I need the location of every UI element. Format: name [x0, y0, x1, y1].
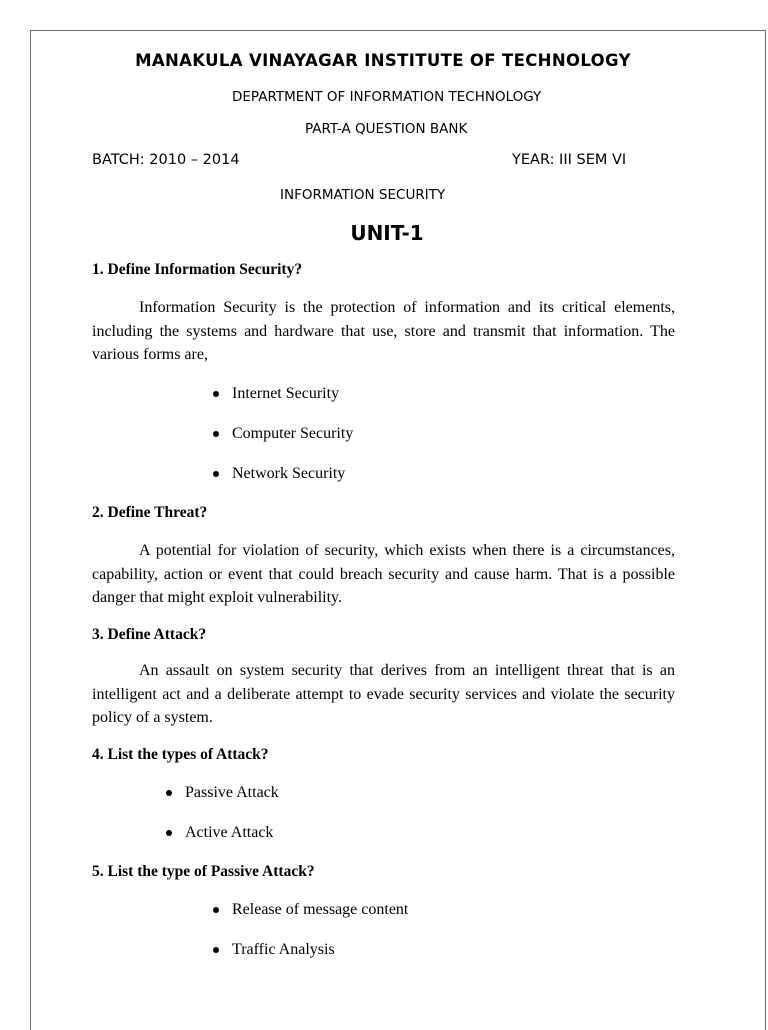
question-5-title: 5. List the type of Passive Attack?	[92, 863, 315, 880]
bullet-marker	[213, 947, 219, 953]
question-1-title: 1. Define Information Security?	[92, 261, 303, 278]
question-4-bullet-1: Passive Attack	[185, 784, 279, 801]
bullet-marker	[213, 471, 219, 477]
question-bank-title: PART-A QUESTION BANK	[305, 121, 468, 137]
question-1-answer: Information Security is the protection of information and its critical elements, including the systems and hardware that use, store and transmit that information. The various forms are,	[92, 299, 675, 363]
bullet-marker	[213, 391, 219, 397]
question-5-bullet-1: Release of message content	[232, 901, 409, 918]
question-4-title: 4. List the types of Attack?	[92, 746, 269, 763]
unit-heading: UNIT-1	[350, 221, 424, 245]
bullet-marker	[213, 431, 219, 437]
question-3-answer: An assault on system security that derives from an intelligent threat that is an intelligent act and a deliberate attempt to evade security services and violate the security policy of a system.	[92, 662, 675, 726]
bullet-marker	[166, 830, 172, 836]
bullet-marker	[213, 907, 219, 913]
question-2-answer: A potential for violation of security, which exists when there is a circumstances, capability, action or event that could breach security and cause harm. That is a possible danger that might exploit vulnerability.	[92, 542, 675, 606]
question-4-bullet-2: Active Attack	[185, 824, 274, 841]
bullet-marker	[166, 790, 172, 796]
subject-title: INFORMATION SECURITY	[280, 187, 446, 203]
question-3-title: 3. Define Attack?	[92, 626, 207, 643]
question-5-bullet-2: Traffic Analysis	[232, 941, 335, 958]
question-1-bullet-3: Network Security	[232, 465, 346, 482]
question-1-bullet-2: Computer Security	[232, 425, 354, 442]
question-1-bullet-1: Internet Security	[232, 385, 340, 402]
year-label: YEAR: III SEM VI	[512, 152, 627, 168]
institute-title: MANAKULA VINAYAGAR INSTITUTE OF TECHNOLOGY	[135, 51, 631, 70]
question-2-title: 2. Define Threat?	[92, 504, 208, 521]
department-name: DEPARTMENT OF INFORMATION TECHNOLOGY	[232, 89, 542, 105]
batch-label: BATCH: 2010 – 2014	[92, 152, 240, 168]
